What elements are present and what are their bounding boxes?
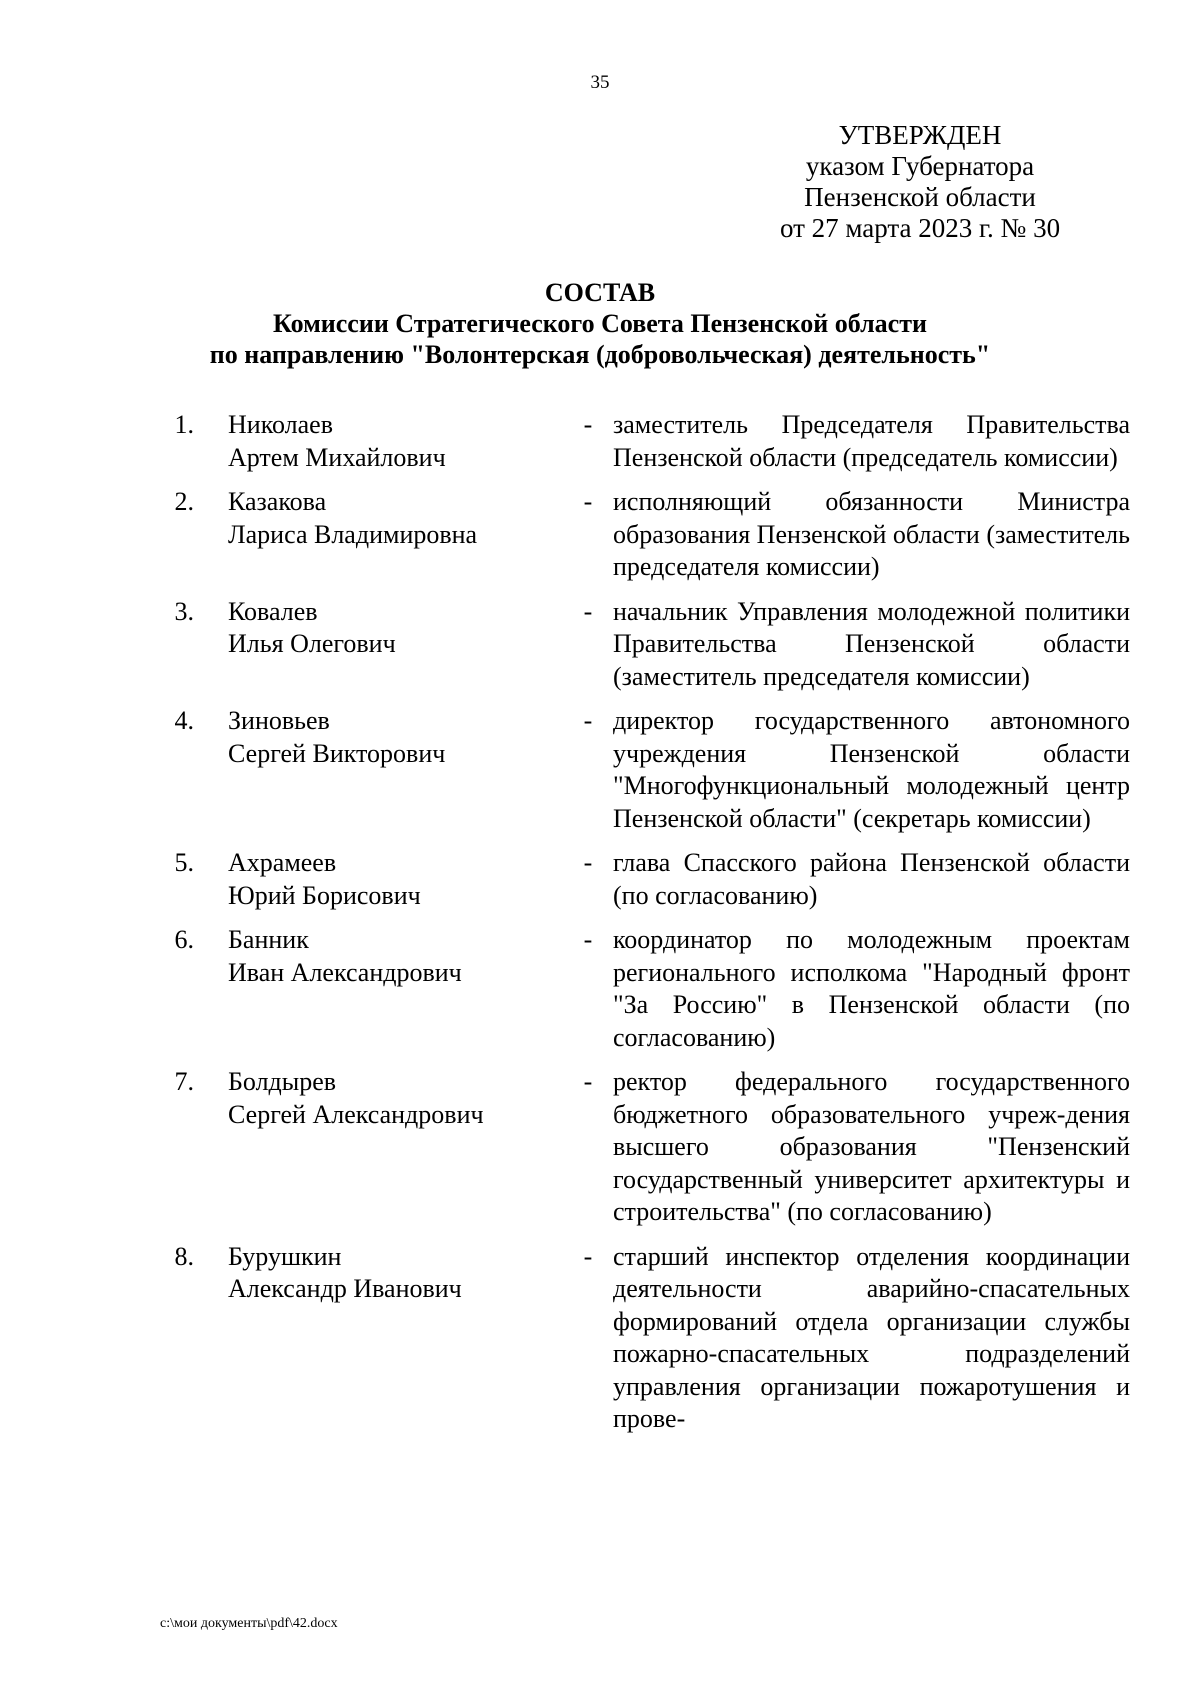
member-given-name: Артем Михайлович	[228, 442, 446, 472]
member-item	[0, 596, 1200, 694]
approval-block	[720, 120, 1120, 244]
approval-heading: УТВЕРЖДЕН	[838, 120, 1002, 150]
member-surname: Ковалев	[228, 596, 318, 626]
member-surname: Зиновьев	[228, 706, 330, 735]
member-name	[228, 1066, 558, 1131]
member-role: начальник Управления молодежной политики Правительства Пензенской области (заместитель председателя комиссии)	[613, 596, 1130, 691]
member-number: 5.	[174, 848, 194, 877]
member-item	[0, 705, 1200, 835]
member-name	[228, 409, 558, 474]
member-item	[0, 1066, 1200, 1229]
member-given-name: Александр Иванович	[228, 1274, 462, 1303]
member-role: директор государственного автономного учреждения Пензенской области "Многофункциональный молодежный центр Пензенской области" (секретарь комиссии)	[613, 706, 1130, 833]
member-role: глава Спасского района Пензенской области (по согласованию)	[613, 848, 1130, 910]
member-item	[0, 847, 1200, 912]
member-number: 3.	[174, 596, 194, 626]
approval-decree: указом Губернатора	[805, 151, 1035, 181]
member-surname: Ахрамеев	[228, 848, 337, 877]
member-dash: -	[583, 1241, 593, 1271]
member-given-name: Сергей Викторович	[228, 738, 446, 768]
member-name	[228, 924, 558, 989]
member-dash: -	[583, 925, 593, 954]
member-number: 6.	[174, 925, 194, 954]
member-dash: -	[583, 410, 593, 439]
member-dash: -	[583, 487, 593, 516]
member-given-name: Иван Александрович	[228, 957, 462, 987]
member-dash: -	[583, 706, 593, 735]
member-number: 2.	[174, 487, 194, 516]
member-role: координатор по молодежным проектам регионального исполкома "Народный фронт "За Россию" в Пензенской области (по согласованию)	[613, 925, 1130, 1052]
member-dash: -	[583, 596, 593, 626]
member-number: 1.	[174, 410, 194, 439]
member-name	[228, 486, 558, 551]
member-role: ректор федерального государственного бюджетного образовательного учреж-дения высшего образования "Пензенский государственный университет архитектуры и строительства" (по согласованию)	[613, 1067, 1130, 1226]
member-name	[228, 847, 558, 912]
approval-date: от 27 марта 2023 г. № 30	[779, 213, 1061, 243]
member-surname: Банник	[228, 925, 309, 954]
member-item	[0, 409, 1200, 474]
member-role: старший инспектор отделения координации деятельности аварийно-спасательных формирований отдела организации службы пожарно-спасательных подразделений управления организации пожаротушения и прове-	[613, 1241, 1130, 1433]
member-surname: Николаев	[228, 410, 333, 439]
document-title	[120, 277, 1080, 370]
member-name	[228, 596, 558, 661]
member-dash: -	[583, 1067, 593, 1096]
approval-region: Пензенской области	[804, 182, 1036, 212]
member-dash: -	[583, 848, 593, 877]
member-given-name: Лариса Владимировна	[228, 519, 478, 549]
page-number: 35	[590, 72, 610, 93]
member-role: заместитель Председателя Правительства Пензенской области (председатель комиссии)	[613, 410, 1130, 472]
member-item	[0, 486, 1200, 584]
title-direction: по направлению "Волонтерская (добровольческая) деятельность"	[209, 340, 991, 369]
member-surname: Бурушкин	[228, 1241, 342, 1271]
members-list	[0, 409, 1200, 1436]
member-number: 8.	[174, 1241, 194, 1271]
title-commission: Комиссии Стратегического Совета Пензенской области	[273, 309, 927, 338]
member-number: 7.	[174, 1067, 194, 1096]
member-surname: Болдырев	[228, 1067, 337, 1096]
member-item	[0, 1241, 1200, 1436]
member-given-name: Сергей Александрович	[228, 1099, 484, 1129]
member-role: исполняющий обязанности Министра образования Пензенской области (заместитель председателя комиссии)	[613, 487, 1130, 581]
member-surname: Казакова	[228, 487, 327, 516]
footer-file-path: c:\мои документы\pdf\42.docx	[160, 1616, 338, 1631]
member-name	[228, 1241, 558, 1306]
member-number: 4.	[174, 706, 194, 735]
member-name	[228, 705, 558, 770]
member-item	[0, 924, 1200, 1054]
member-given-name: Юрий Борисович	[228, 880, 421, 910]
title-heading: СОСТАВ	[544, 278, 656, 307]
member-given-name: Илья Олегович	[228, 629, 396, 658]
